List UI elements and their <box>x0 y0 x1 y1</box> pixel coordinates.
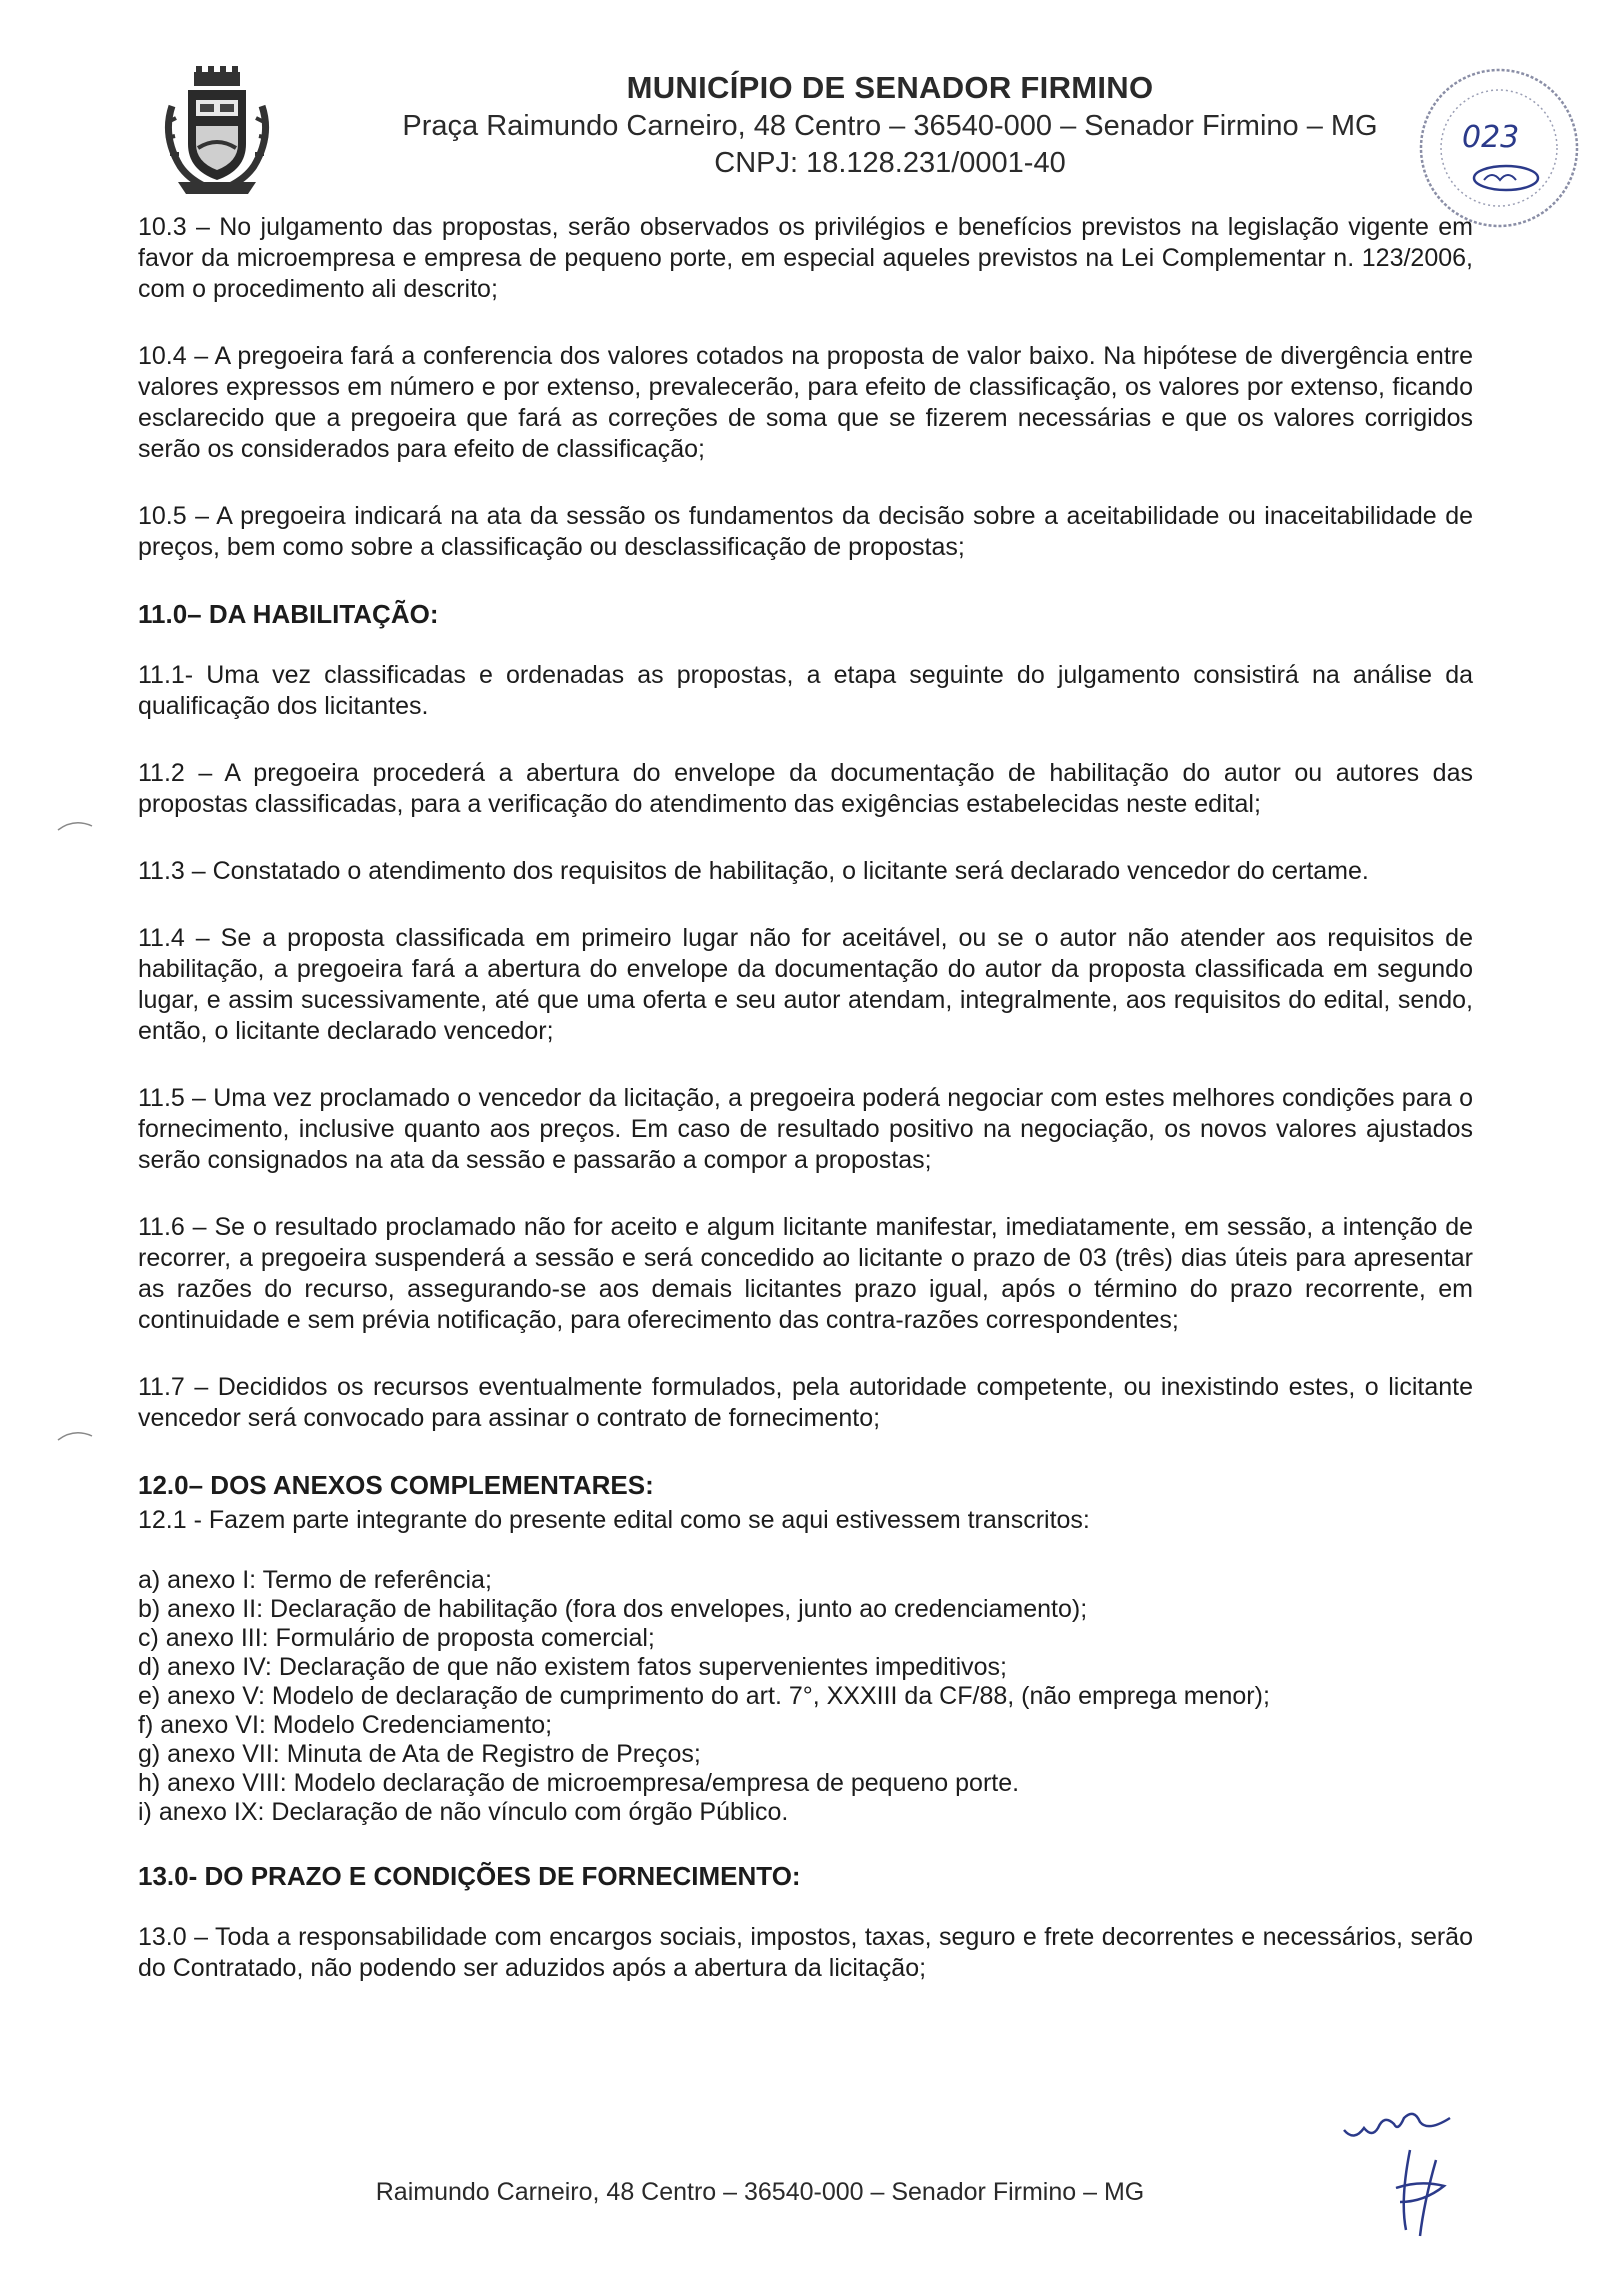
footer-address: Raimundo Carneiro, 48 Centro – 36540-000 – Senador Firmino – MG <box>375 2178 1145 2206</box>
paragraph-10-5: 10.5 – A pregoeira indicará na ata da sessão os fundamentos da decisão sobre a aceitabilidade ou inaceitabilidade de preços, bem como sobre a classificação ou desclassificação de propostas; <box>138 502 1473 561</box>
section-heading-13: 13.0- DO PRAZO E CONDIÇÕES DE FORNECIMENTO: <box>138 1861 801 1891</box>
paragraph-12-1: 12.1 - Fazem parte integrante do presente edital como se aqui estivessem transcritos: <box>138 1506 1090 1534</box>
section-heading-11: 11.0– DA HABILITAÇÃO: <box>138 599 439 629</box>
paragraph-11-2: 11.2 – A pregoeira procederá a abertura do envelope da documentação de habilitação do autor ou autores das propostas classificadas, para a verificação do atendimento das exigências estabelecidas neste edital; <box>138 759 1473 818</box>
paragraph-13-0: 13.0 – Toda a responsabilidade com encargos sociais, impostos, taxas, seguro e frete decorrentes e necessários, serão do Contratado, não podendo ser aduzidos após a abertura da licitação; <box>138 1923 1473 1982</box>
list-item: b) anexo II: Declaração de habilitação (fora dos envelopes, junto ao credenciamento); <box>138 1595 1088 1623</box>
page-footer <box>0 2178 1600 2207</box>
list-item: f) anexo VI: Modelo Credenciamento; <box>138 1711 553 1739</box>
paragraph-10-3: 10.3 – No julgamento das propostas, serão observados os privilégios e benefícios previstos na legislação vigente em favor da microempresa e empresa de pequeno porte, em especial aqueles previstos na Lei Complementar n. 123/2006, com o procedimento ali descrito; <box>138 213 1473 303</box>
paragraph-10-4: 10.4 – A pregoeira fará a conferencia dos valores cotados na proposta de valor baixo. Na hipótese de divergência entre valores expressos em número e por extenso, prevalecerão, para efeito de classificação, os valores por extenso, ficando esclarecido que a pregoeira que fará as correções de soma que se fizerem necessárias e que os valores corrigidos serão os considerados para efeito de classificação; <box>138 342 1473 463</box>
municipality-address: Praça Raimundo Carneiro, 48 Centro – 36540-000 – Senador Firmino – MG <box>402 110 1378 142</box>
paragraph-11-6: 11.6 – Se o resultado proclamado não for aceito e algum licitante manifestar, imediatamente, em sessão, a intenção de recorrer, a pregoeira suspenderá a sessão e será concedido ao licitante o prazo de 03 (três) dias úteis para apresentar as razões do recurso, assegurando-se aos demais licitantes prazo igual, após o término do prazo recorrente, em continuidade e sem prévia notificação, para oferecimento das contra-razões correspondentes; <box>138 1213 1473 1334</box>
stamp-page-number: 023 <box>1462 120 1520 155</box>
list-item: a) anexo I: Termo de referência; <box>138 1566 492 1594</box>
list-item: e) anexo V: Modelo de declaração de cumprimento do art. 7°, XXXIII da CF/88, (não emprega menor); <box>138 1682 1270 1710</box>
list-item: h) anexo VIII: Modelo declaração de microempresa/empresa de pequeno porte. <box>138 1769 1020 1797</box>
annex-list <box>138 1566 1473 1827</box>
municipality-cnpj: CNPJ: 18.128.231/0001-40 <box>714 147 1066 179</box>
handwritten-signature-icon <box>1340 2090 1490 2240</box>
list-item: c) anexo III: Formulário de proposta comercial; <box>138 1624 655 1652</box>
list-item: i) anexo IX: Declaração de não vínculo com órgão Público. <box>138 1798 789 1826</box>
document-body <box>138 212 1473 2020</box>
letterhead <box>150 62 1450 202</box>
letterhead-text <box>390 70 1390 180</box>
municipality-name: MUNICÍPIO DE SENADOR FIRMINO <box>626 70 1154 105</box>
paragraph-11-7: 11.7 – Decididos os recursos eventualmente formulados, pela autoridade competente, ou inexistindo estes, o licitante vencedor será convocado para assinar o contrato de fornecimento; <box>138 1373 1473 1432</box>
paragraph-11-5: 11.5 – Uma vez proclamado o vencedor da licitação, a pregoeira poderá negociar com estes melhores condições para o fornecimento, inclusive quanto aos preços. Em caso de resultado positivo na negociação, os novos valores ajustados serão consignados na ata da sessão e passarão a compor a propostas; <box>138 1084 1473 1174</box>
paragraph-11-3: 11.3 – Constatado o atendimento dos requisitos de habilitação, o licitante será declarado vencedor do certame. <box>138 857 1369 885</box>
section-heading-12: 12.0– DOS ANEXOS COMPLEMENTARES: <box>138 1470 654 1500</box>
list-item: d) anexo IV: Declaração de que não existem fatos supervenientes impeditivos; <box>138 1653 1008 1681</box>
margin-mark <box>56 1428 96 1442</box>
municipal-coat-of-arms-icon <box>158 66 276 196</box>
list-item: g) anexo VII: Minuta de Ata de Registro de Preços; <box>138 1740 701 1768</box>
margin-mark <box>56 818 96 832</box>
paragraph-11-4: 11.4 – Se a proposta classificada em primeiro lugar não for aceitável, ou se o autor não atender aos requisitos de habilitação, a pregoeira fará a abertura do envelope da documentação do autor da proposta classificada em segundo lugar, e assim sucessivamente, até que uma oferta e seu autor atendam, integralmente, aos requisitos do edital, sendo, então, o licitante declarado vencedor; <box>138 924 1473 1045</box>
paragraph-11-1: 11.1- Uma vez classificadas e ordenadas as propostas, a etapa seguinte do julgamento consistirá na análise da qualificação dos licitantes. <box>138 661 1473 720</box>
